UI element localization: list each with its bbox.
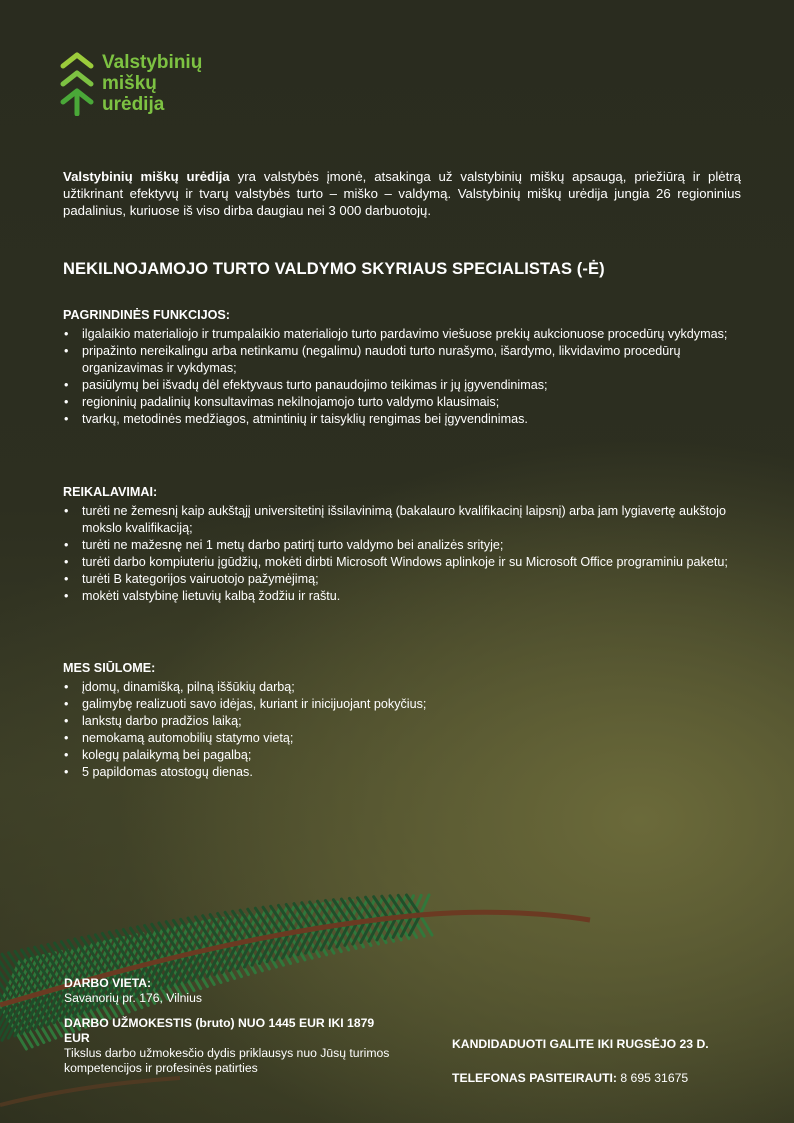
requirements-section [63,484,753,605]
list-item: • pripažinto nereikalingu arba netinkamu (negalimu) naudoti turto nurašymo, išardymo, likvidavimo procedūrų organizavimas ir vykdymas; [63,343,753,377]
phone-label: TELEFONAS PASITEIRAUTI: [452,1071,617,1085]
workplace-value: Savanorių pr. 176, Vilnius [64,991,202,1005]
list-item: • tvarkų, metodinės medžiagos, atmintinių ir taisyklių rengimas bei įgyvendinimas. [63,411,753,428]
list-item: • turėti ne mažesnę nei 1 metų darbo patirtį turto valdymo bei analizės srityje; [63,537,753,554]
offer-section [63,660,753,781]
phone-value: 8 695 31675 [620,1071,689,1085]
functions-heading: PAGRINDINĖS FUNKCIJOS: [63,308,230,322]
list-item: • įdomų, dinamišką, pilną iššūkių darbą; [63,679,753,696]
requirements-heading: REIKALAVIMAI: [63,485,158,499]
footer-right [452,1037,709,1086]
list-item: • galimybę realizuoti savo idėjas, kuriant ir inicijuojant pokyčius; [63,696,753,713]
workplace-label: DARBO VIETA: [64,976,152,990]
intro-bold: Valstybinių miškų urėdija [63,169,230,184]
logo-line-3: urėdija [102,94,165,115]
list-item: • kolegų palaikymą bei pagalbą; [63,747,753,764]
list-item: • ilgalaikio materialiojo ir trumpalaikio materialiojo turto pardavimo viešuose prekių aukcionuose procedūrų vykdymas; [63,326,753,343]
list-item: • 5 papildomas atostogų dienas. [63,764,753,781]
functions-list [63,326,753,428]
tree-logo-icon [60,52,94,116]
salary-note: Tikslus darbo užmokesčio dydis priklausys nuo Jūsų turimos kompetencijos ir profesinės patirties [64,1046,390,1075]
list-item: • nemokamą automobilių statymo vietą; [63,730,753,747]
job-title: NEKILNOJAMOJO TURTO VALDYMO SKYRIAUS SPECIALISTAS (-Ė) [63,260,605,278]
list-item: • turėti darbo kompiuteriu įgūdžių, mokėti dirbti Microsoft Windows aplinkoje ir su Microsoft Office programiniu paketu; [63,554,753,571]
requirements-list [63,503,753,605]
list-item: • turėti B kategorijos vairuotojo pažymėjimą; [63,571,753,588]
logo [60,52,202,116]
footer-left [64,976,394,1076]
intro-text: yra valstybės įmonė, atsakinga už valstybinių miškų apsaugą, priežiūrą ir plėtrą užtikrinant efektyvų ir tvarų valstybės turto – miško – valdymą. Valstybinių miškų urėdija jungia 26 regioninius padalinius, kuriuose iš viso dirba daugiau nei 3 000 darbuotojų. [63,169,741,218]
offer-list [63,679,753,781]
apply-deadline: KANDIDADUOTI GALITE IKI RUGSĖJO 23 D. [452,1037,709,1051]
functions-section [63,307,753,428]
list-item: • mokėti valstybinę lietuvių kalbą žodžiu ir raštu. [63,588,753,605]
list-item: • regioninių padalinių konsultavimas nekilnojamojo turto valdymo klausimais; [63,394,753,411]
logo-line-1: Valstybinių [102,52,203,73]
phone-line [452,1071,709,1086]
logo-text [102,52,202,115]
list-item: • pasiūlymų bei išvadų dėl efektyvaus turto panaudojimo teikimas ir jų įgyvendinimas; [63,377,753,394]
list-item: • turėti ne žemesnį kaip aukštąjį universitetinį išsilavinimą (bakalauro kvalifikacinį laipsnį) arba jam lygiavertę aukštojo mokslo kvalifikaciją; [63,503,753,537]
offer-heading: MES SIŪLOME: [63,661,156,675]
list-item: • lankstų darbo pradžios laiką; [63,713,753,730]
intro-paragraph [63,168,741,219]
logo-line-2: miškų [102,73,157,94]
salary-label: DARBO UŽMOKESTIS (bruto) NUO 1445 EUR IKI 1879 EUR [64,1016,375,1045]
